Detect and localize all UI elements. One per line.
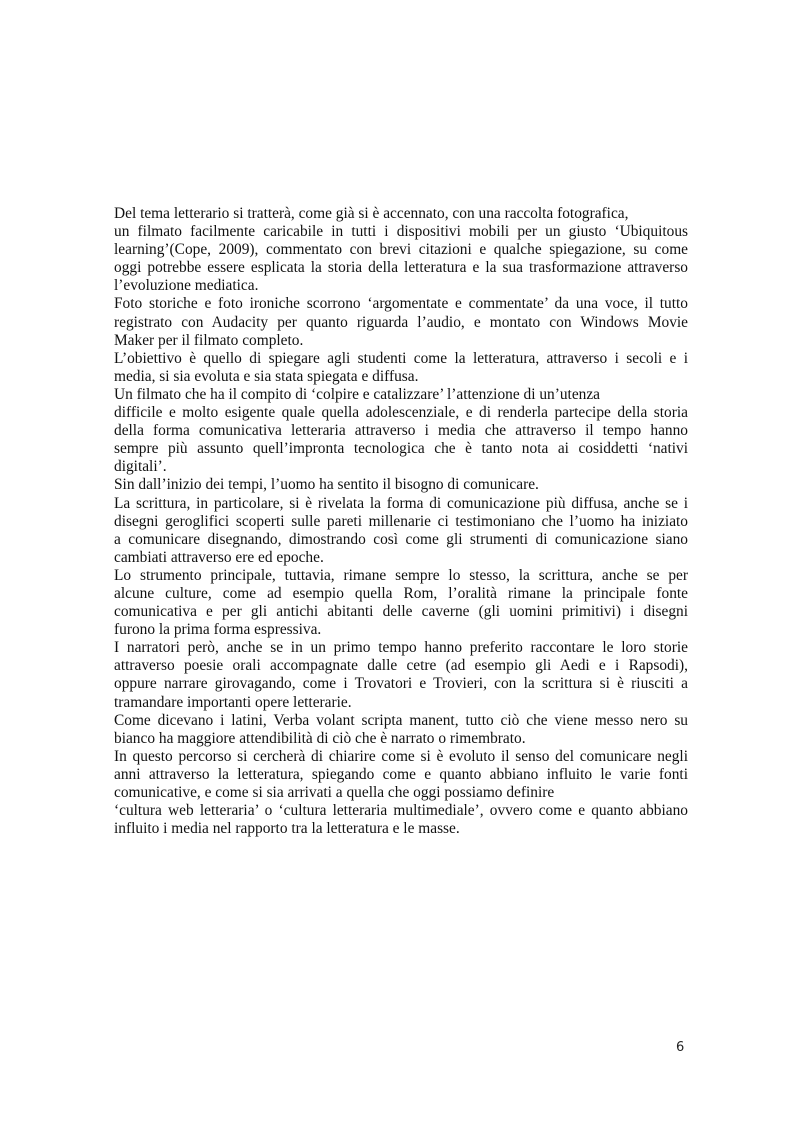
text-line: influito i media nel rapporto tra la letteratura e le masse. <box>114 820 460 838</box>
text-line: I narratori però, anche se in un primo tempo hanno preferito raccontare le loro storie <box>114 639 688 657</box>
text-line: L’obiettivo è quello di spiegare agli studenti come la letteratura, attraverso i secoli e i <box>114 349 688 367</box>
text-line: un filmato facilmente caricabile in tutti i dispositivi mobili per un giusto ‘Ubiquitous <box>114 223 688 241</box>
text-line: bianco ha maggiore attendibilità di ciò che è narrato o rimembrato. <box>114 729 526 747</box>
text-line: della forma comunicativa letteraria attraverso i media che attraverso il tempo hanno <box>114 422 688 440</box>
page-number: 6 <box>676 1040 685 1055</box>
text-line: Lo strumento principale, tuttavia, rimane sempre lo stesso, la scrittura, anche se per <box>114 566 688 584</box>
text-line: furono la prima forma espressiva. <box>114 621 322 639</box>
text-line: In questo percorso si cercherà di chiarire come si è evoluto il senso del comunicare negli <box>114 747 688 765</box>
text-line: media, si sia evoluta e sia stata spiegata e diffusa. <box>114 367 419 385</box>
text-line: ‘cultura web letteraria’ o ‘cultura letteraria multimediale’, ovvero come e quanto abbiano <box>114 802 688 820</box>
text-line: registrato con Audacity per quanto riguarda l’audio, e montato con Windows Movie <box>114 313 688 331</box>
text-line: oppure narrare girovagando, come i Trovatori e Trovieri, con la scrittura si è riusciti a <box>114 675 688 693</box>
body-text <box>114 205 688 838</box>
text-line: Del tema letterario si tratterà, come già si è accennato, con una raccolta fotografica, <box>114 205 629 222</box>
text-line: La scrittura, in particolare, si è rivelata la forma di comunicazione più diffusa, anche se i <box>114 494 688 512</box>
text-line: l’evoluzione mediatica. <box>114 277 259 295</box>
text-line: oggi potrebbe essere esplicata la storia della letteratura e la sua trasformazione attraverso <box>114 259 688 277</box>
text-line: learning’(Cope, 2009), commentato con brevi citazioni e qualche spiegazione, su come <box>114 241 688 259</box>
text-line: alcune culture, come ad esempio quella Rom, l’oralità rimane la principale fonte <box>114 584 688 602</box>
text-line: disegni geroglifici scoperti sulle pareti millenarie ci testimoniano che l’uomo ha iniziato <box>114 512 688 530</box>
text-line: cambiati attraverso ere ed epoche. <box>114 548 324 566</box>
text-line: Un filmato che ha il compito di ‘colpire e catalizzare’ l’attenzione di un’utenza <box>114 385 601 403</box>
text-line: difficile e molto esigente quale quella adolescenziale, e di renderla partecipe della storia <box>114 404 688 422</box>
text-line: comunicativa e per gli antichi abitanti delle caverne (gli uomini primitivi) i disegni <box>114 603 688 621</box>
text-line: a comunicare disegnando, dimostrando così come gli strumenti di comunicazione siano <box>114 530 688 548</box>
text-line: tramandare importanti opere letterarie. <box>114 693 352 711</box>
text-line: sempre più assunto quell’impronta tecnologica che è tanto nota ai cosiddetti ‘nativi <box>114 440 688 458</box>
text-line: Sin dall’inizio dei tempi, l’uomo ha sentito il bisogno di comunicare. <box>114 476 539 494</box>
text-line: digitali’. <box>114 458 167 476</box>
text-line: comunicative, e come si sia arrivati a quella che oggi possiamo definire <box>114 784 555 801</box>
text-line: Maker per il filmato completo. <box>114 331 304 349</box>
text-line: Foto storiche e foto ironiche scorrono ‘argomentate e commentate’ da una voce, il tutto <box>114 295 688 313</box>
text-line: anni attraverso la letteratura, spiegando come e quanto abbiano influito le varie fonti <box>114 765 688 783</box>
text-line: Come dicevano i latini, Verba volant scripta manent, tutto ciò che viene messo nero su <box>114 711 688 729</box>
text-line: attraverso poesie orali accompagnate dalle cetre (ad esempio gli Aedi e i Rapsodi), <box>114 657 688 675</box>
